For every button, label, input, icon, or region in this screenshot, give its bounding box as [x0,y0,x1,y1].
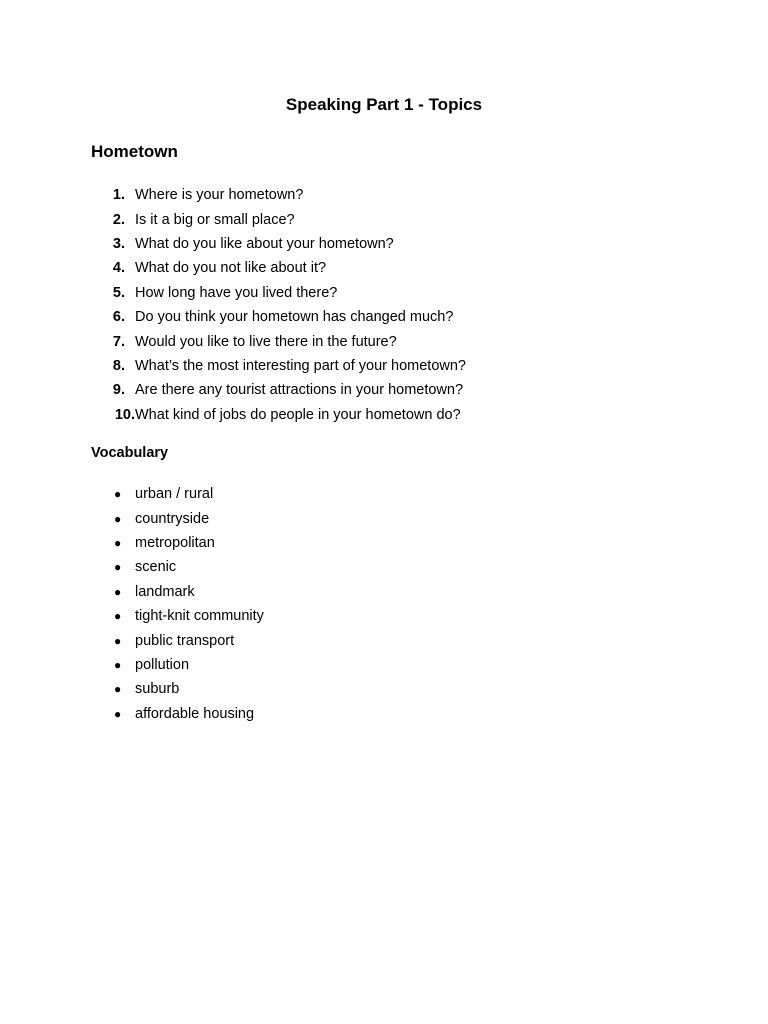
vocabulary-item [91,580,264,604]
question-text: Where is your hometown? [135,187,304,204]
question-text: What do you like about your hometown? [135,235,394,252]
question-item [91,183,466,207]
vocabulary-list [91,482,264,726]
question-item [91,256,466,280]
vocabulary-item [91,702,264,726]
question-item [91,378,466,402]
question-item [91,354,466,378]
vocabulary-term: affordable housing [135,705,255,722]
bullet-icon: ● [114,535,122,550]
vocabulary-term: landmark [135,583,195,600]
question-number: 5. [112,284,125,301]
question-item [91,305,466,329]
bullet-icon: ● [114,657,122,672]
question-number: 3. [112,235,125,252]
question-number: 1. [112,187,125,204]
question-item [91,403,466,427]
bullet-icon: ● [114,511,122,526]
question-text: How long have you lived there? [135,284,338,301]
page-title: Speaking Part 1 - Topics [285,95,483,114]
question-item [91,207,466,231]
question-number: 4. [112,260,125,277]
vocabulary-term: urban / rural [135,486,214,503]
question-text: What’s the most interesting part of your hometown? [135,357,466,374]
vocabulary-heading: Vocabulary [91,445,169,461]
bullet-icon: ● [114,609,122,624]
vocabulary-item [91,628,264,652]
question-number: 8. [112,357,125,374]
question-number: 10. [114,406,135,423]
section-heading-hometown: Hometown [91,142,178,161]
question-number: 2. [112,211,125,228]
question-item [91,281,466,305]
question-list [91,183,466,427]
question-number: 6. [112,309,125,326]
question-text: Are there any tourist attractions in your hometown? [135,382,464,399]
question-number: 9. [112,382,125,399]
bullet-icon: ● [114,560,122,575]
bullet-icon: ● [114,584,122,599]
vocabulary-term: suburb [135,681,180,698]
question-text: Do you think your hometown has changed much? [135,309,454,326]
vocabulary-item [91,482,264,506]
question-item [91,329,466,353]
question-text: What do you not like about it? [135,260,327,277]
question-number: 7. [112,333,125,350]
vocabulary-term: metropolitan [135,534,215,551]
vocabulary-item [91,677,264,701]
question-item [91,232,466,256]
vocabulary-item [91,653,264,677]
vocabulary-term: tight-knit community [135,608,264,625]
vocabulary-term: scenic [135,559,177,576]
bullet-icon: ● [114,487,122,502]
vocabulary-item [91,531,264,555]
question-text: Is it a big or small place? [135,211,295,228]
vocabulary-term: countryside [135,510,210,527]
vocabulary-term: public transport [135,632,235,649]
bullet-icon: ● [114,633,122,648]
vocabulary-item [91,555,264,579]
vocabulary-term: pollution [135,656,190,673]
bullet-icon: ● [114,682,122,697]
vocabulary-item [91,506,264,530]
question-text: What kind of jobs do people in your hometown do? [135,406,461,423]
question-text: Would you like to live there in the future? [135,333,397,350]
vocabulary-item [91,604,264,628]
bullet-icon: ● [114,706,122,721]
